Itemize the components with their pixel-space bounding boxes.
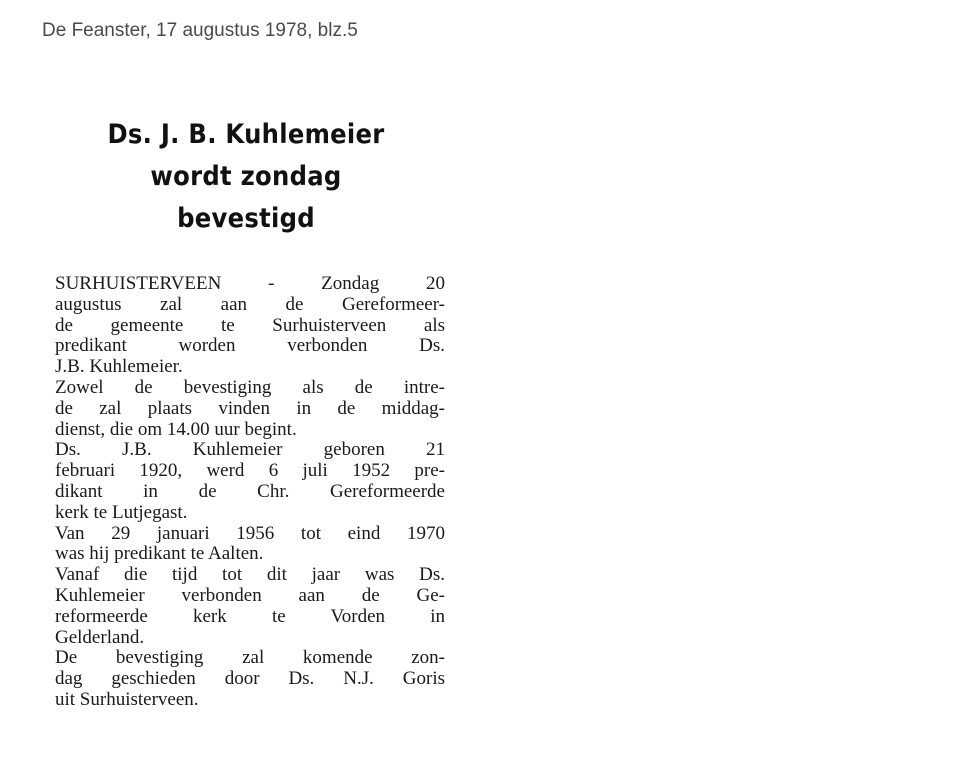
article-line: Vanaf die tijd tot dit jaar was Ds. [55, 564, 445, 586]
headline-line: bevestigd [177, 203, 315, 234]
article-line: augustus zal aan de Gereformeer- [55, 293, 445, 315]
article-line: kerk te Lutjegast. [55, 501, 188, 523]
article-line: dienst, die om 14.00 uur begint. [55, 418, 297, 440]
article-line: Gelderland. [55, 626, 145, 648]
source-caption: De Feanster, 17 augustus 1978, blz.5 [42, 20, 358, 41]
article-line: De bevestiging zal komende zon- [55, 647, 445, 669]
article-line: Zowel de bevestiging als de intre- [55, 376, 445, 398]
article-line: SURHUISTERVEEN - Zondag 20 [55, 273, 445, 294]
article-line: uit Surhuisterveen. [55, 688, 199, 710]
headline-line: wordt zondag [150, 161, 342, 192]
headline-line: Ds. J. B. Kuhlemeier [107, 119, 385, 150]
article-line: Kuhlemeier verbonden aan de Ge- [55, 584, 445, 606]
article-line: J.B. Kuhlemeier. [55, 356, 183, 378]
article-line: de zal plaats vinden in de middag- [55, 397, 445, 419]
article-line: was hij predikant te Aalten. [55, 543, 264, 565]
article-line: februari 1920, werd 6 juli 1952 pre- [55, 460, 445, 482]
article-line: reformeerde kerk te Vorden in [55, 605, 445, 627]
article-headline [70, 114, 423, 240]
newspaper-clipping [50, 110, 450, 720]
article-line: Van 29 januari 1956 tot eind 1970 [55, 522, 445, 544]
article-line: dikant in de Chr. Gereformeerde [55, 480, 445, 502]
article-line: de gemeente te Surhuisterveen als [55, 314, 445, 336]
article-line: dag geschieden door Ds. N.J. Goris [55, 668, 445, 690]
article-line: predikant worden verbonden Ds. [55, 335, 445, 357]
article-body [55, 274, 445, 711]
article-line: Ds. J.B. Kuhlemeier geboren 21 [55, 439, 445, 461]
